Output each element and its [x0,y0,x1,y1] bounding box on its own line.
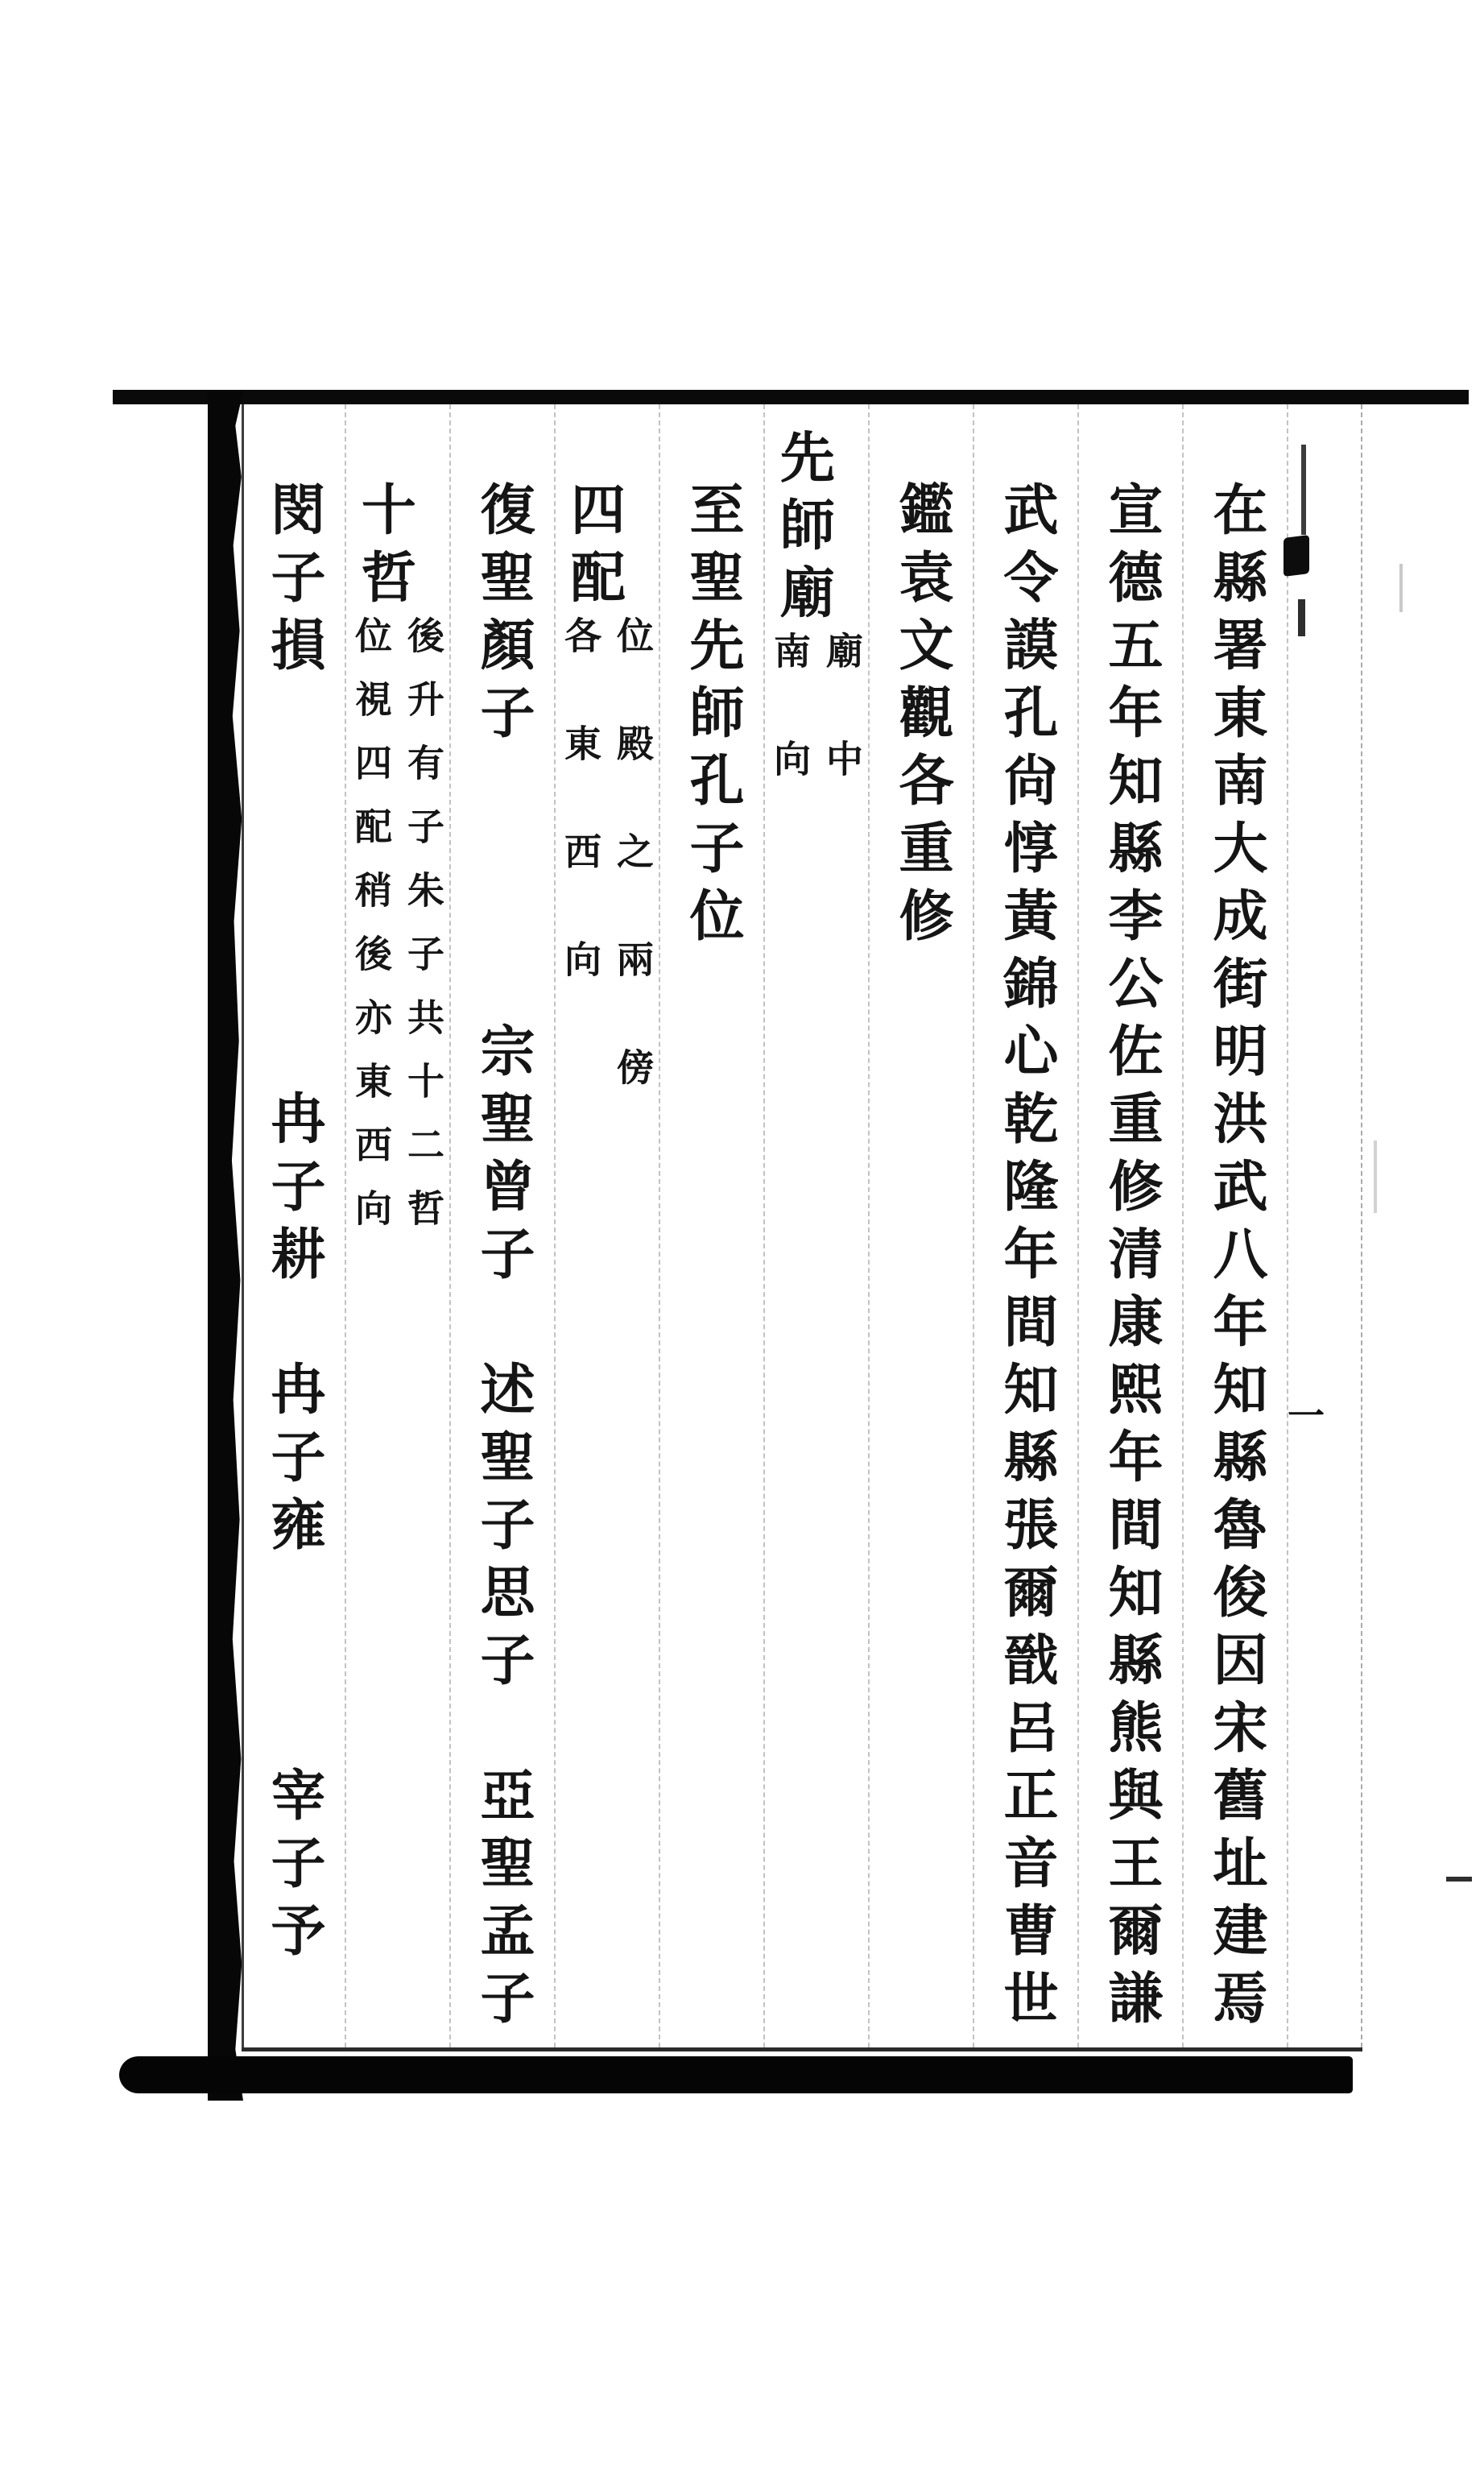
note-left-line: 南向 [769,631,810,847]
column-text: 武令謨孔尙惇黃錦心乾隆年間知縣張爾戩呂正音曹世 [996,481,1057,2037]
bottom-border-bar [119,2056,1353,2093]
note-right-line: 後升有子朱子共十二哲 [403,616,444,1252]
column-text: 至聖先師孔子位 [682,481,743,954]
name-entry: 亞聖孟子 [473,1766,534,2037]
scan-artifact [1446,1877,1472,1882]
bottom-thin-rule [242,2047,1362,2051]
text-column-5-heading [765,404,870,2047]
text-column-4 [870,404,974,2047]
name-entry: 冉子雍 [263,1360,324,1563]
spine-shadow [208,391,243,2101]
note-right-line: 廟中 [821,631,862,847]
text-column-9 [346,404,451,2047]
note-left-line: 位視四配稍後亦東西向 [350,616,391,1252]
text-column-2 [1079,404,1184,2047]
text-column-1 [1184,404,1288,2047]
name-entry: 宗聖曾子 [473,1022,534,1293]
folio-number: 一 [1288,1396,1325,1437]
text-column-10 [242,404,346,2047]
note-right-line: 位殿之兩傍 [612,616,653,1156]
text-column-3 [974,404,1079,2047]
column-text: 宣德五年知縣李公佐重修清康熙年間知縣熊與王爾謙 [1101,481,1162,2037]
name-entry: 宰子予 [263,1766,324,1969]
column-text: 四配 [563,481,625,616]
scan-artifact [1374,1141,1377,1213]
interlinear-note [763,631,868,847]
text-column-6 [660,404,765,2047]
name-entry: 復聖顏子 [473,481,534,751]
heading-text: 先師廟 [772,428,834,631]
interlinear-note [345,616,449,1252]
interlinear-note [554,616,659,1156]
name-entry: 閔子損 [263,481,324,684]
name-entry: 述聖子思子 [473,1360,534,1699]
right-margin-strip [1288,404,1361,2047]
column-text: 在縣署東南大成街明洪武八年知縣魯俊因宋舊址建焉 [1205,481,1267,2037]
page-fold-fragment [1284,535,1309,577]
text-column-8 [451,404,556,2047]
column-text: 鑑袁文觀各重修 [891,481,953,954]
page-fold-fragment [1298,599,1305,636]
note-left-line: 各東西向 [560,616,601,1048]
text-frame [242,404,1362,2047]
scan-artifact [1399,564,1403,612]
page-fold-fragment [1301,445,1306,535]
top-border-rule [113,390,1469,404]
text-column-7 [556,404,660,2047]
name-entry: 冉子耕 [263,1090,324,1293]
column-text: 十哲 [353,481,415,616]
